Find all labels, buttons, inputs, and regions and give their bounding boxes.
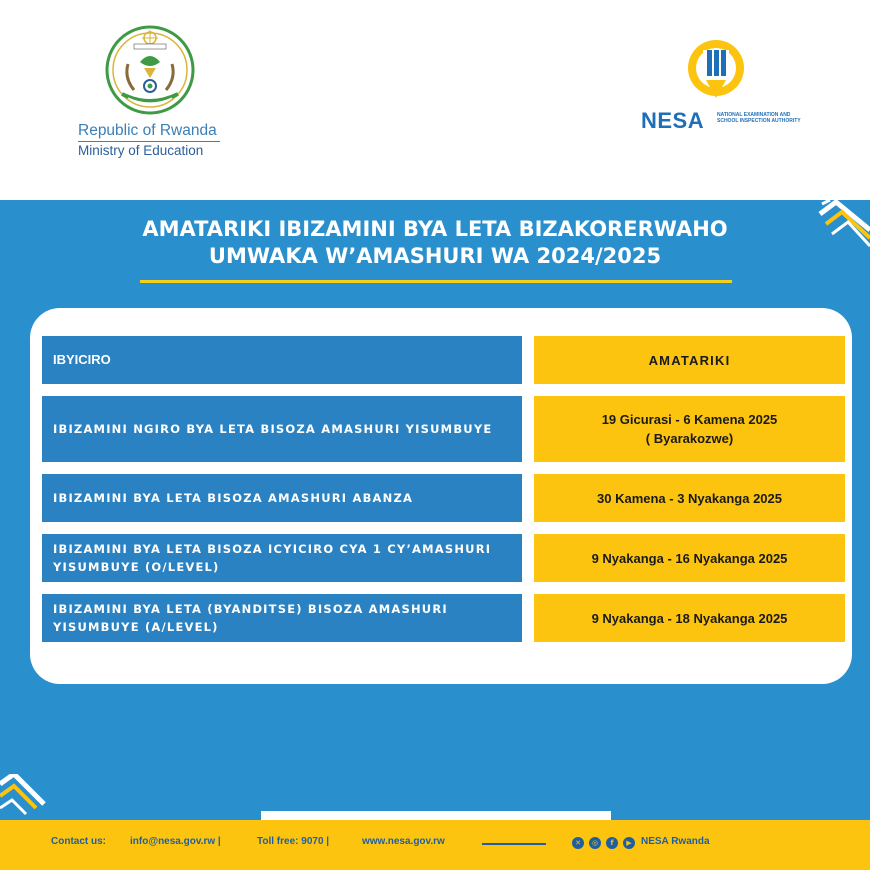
header-cell-dates bbox=[534, 336, 845, 384]
nesa-full-name: NATIONAL EXAMINATION AND SCHOOL INSPECTION AUTHORITY bbox=[717, 112, 801, 124]
instagram-icon[interactable]: ◎ bbox=[589, 837, 601, 849]
footer-divider bbox=[482, 843, 546, 845]
nesa-wordmark: NESA bbox=[641, 108, 705, 133]
facebook-icon[interactable]: f bbox=[606, 837, 618, 849]
table-row-level-3 bbox=[42, 534, 522, 582]
title-line-2: UMWAKA W’AMASHURI WA 2024/2025 bbox=[208, 244, 662, 268]
table-row-dates-1 bbox=[534, 396, 845, 462]
row-dates-note: ( Byarakozwe) bbox=[645, 431, 734, 446]
row-level-text: IBIZAMINI NGIRO BYA LETA BISOZA AMASHURI YISUMBUYE bbox=[53, 422, 493, 436]
toll-free-number: Toll free: 9070 | bbox=[257, 836, 330, 847]
youtube-icon[interactable]: ▶ bbox=[623, 837, 635, 849]
table-row-dates-3 bbox=[534, 534, 845, 582]
row-dates-text: 9 Nyakanga - 16 Nyakanga 2025 bbox=[591, 550, 788, 566]
row-level-text: IBIZAMINI BYA LETA BISOZA AMASHURI ABANZA bbox=[53, 491, 414, 505]
x-icon[interactable]: ✕ bbox=[572, 837, 584, 849]
title-line-1: AMATARIKI IBIZAMINI BYA LETA BIZAKORERWAHO bbox=[142, 217, 728, 241]
table-row-level-4 bbox=[42, 594, 522, 642]
row-dates-text: 30 Kamena - 3 Nyakanga 2025 bbox=[597, 490, 782, 506]
nesa-pencil-logo-icon bbox=[684, 38, 748, 104]
republic-name: Republic of Rwanda bbox=[78, 122, 217, 139]
row-level-text: IBIZAMINI BYA LETA (BYANDITSE) BISOZA AMASHURI YISUMBUYE (A/LEVEL) bbox=[53, 602, 448, 634]
header-cell-level bbox=[42, 336, 522, 384]
page-header bbox=[0, 0, 870, 200]
email-link[interactable]: info@nesa.gov.rw | bbox=[130, 836, 221, 847]
decorative-stripes-bottom-left bbox=[0, 774, 52, 820]
title-underline bbox=[140, 280, 732, 283]
row-dates-text: 9 Nyakanga - 18 Nyakanga 2025 bbox=[591, 610, 788, 626]
social-handle[interactable]: NESA Rwanda bbox=[641, 836, 710, 847]
row-dates-text: 19 Gicurasi - 6 Kamena 2025 bbox=[601, 412, 778, 427]
header-dates-label: AMATARIKI bbox=[648, 352, 731, 368]
website-link[interactable]: www.nesa.gov.rw bbox=[362, 836, 445, 847]
table-row-dates-4 bbox=[534, 594, 845, 642]
table-row-level-1 bbox=[42, 396, 522, 462]
table-row-dates-2 bbox=[534, 474, 845, 522]
header-divider bbox=[78, 141, 220, 142]
table-row-level-2 bbox=[42, 474, 522, 522]
rwanda-coat-of-arms-icon bbox=[104, 24, 196, 116]
decorative-stripes-top-right bbox=[818, 200, 870, 248]
header-level-label: IBYICIRO bbox=[53, 352, 111, 367]
ministry-name: Ministry of Education bbox=[78, 143, 204, 158]
contact-label: Contact us: bbox=[51, 836, 106, 847]
page-title bbox=[60, 216, 810, 270]
footer-top-bar bbox=[261, 811, 611, 820]
row-level-text: IBIZAMINI BYA LETA BISOZA ICYICIRO CYA 1 CY’AMASHURI YISUMBUYE (O/LEVEL) bbox=[53, 542, 492, 574]
